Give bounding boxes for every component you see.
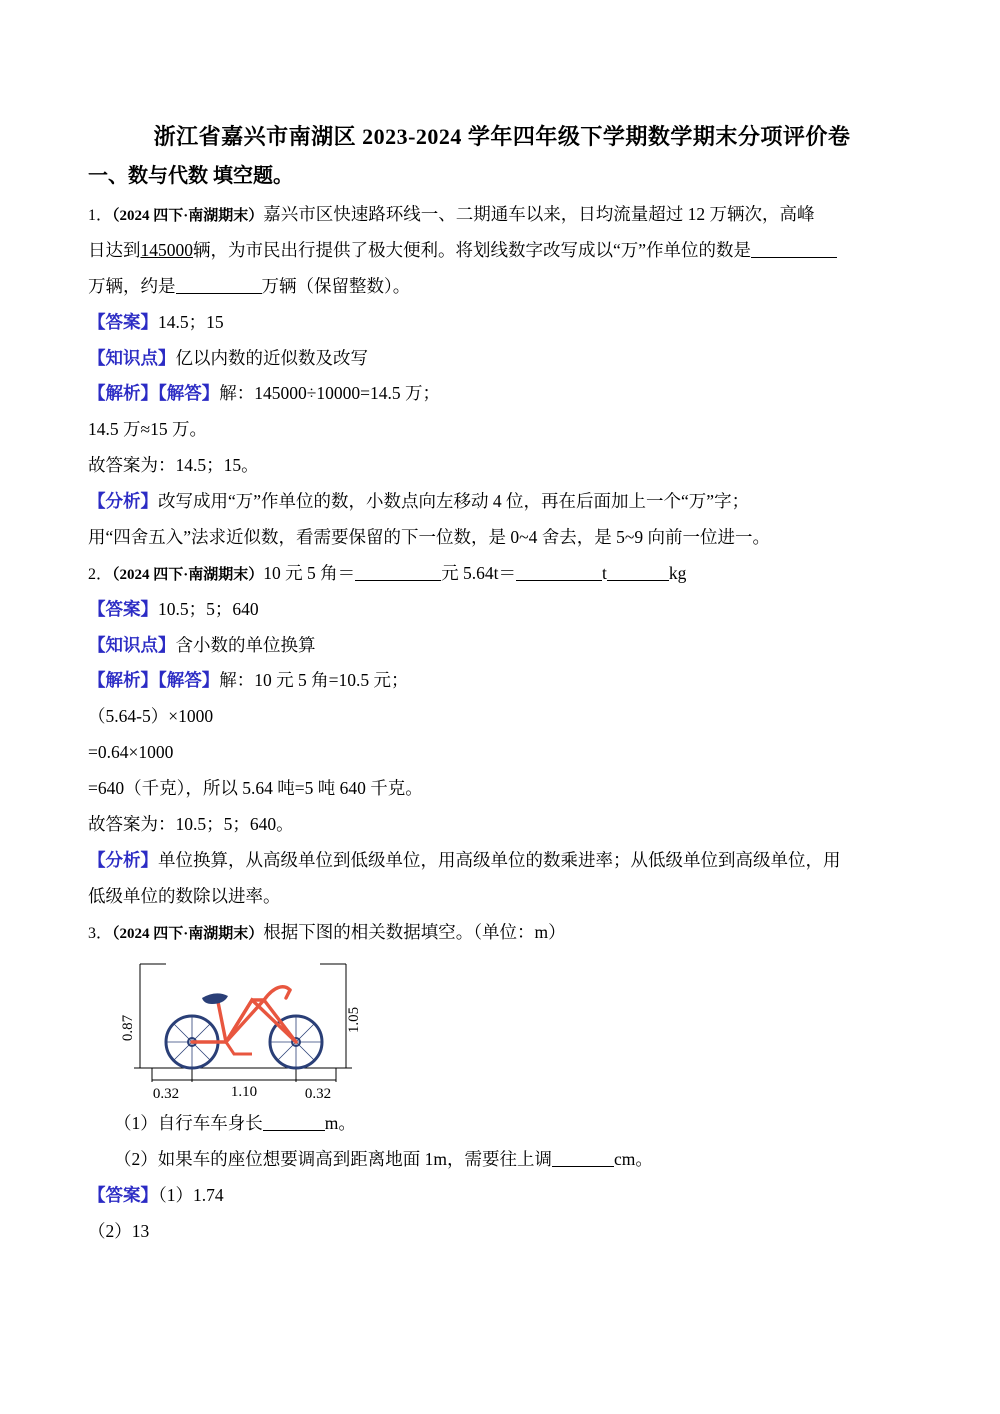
question-1-blank-1[interactable] bbox=[751, 238, 837, 258]
question-1-knowledge bbox=[88, 341, 916, 377]
question-1-text-3b: 万辆（保留整数）。 bbox=[261, 275, 411, 296]
document-content bbox=[88, 120, 916, 1250]
question-1-number: 1． bbox=[88, 207, 113, 224]
bicycle-figure-svg bbox=[114, 956, 374, 1104]
question-2-text-c: t bbox=[602, 562, 607, 583]
question-3-blank-2[interactable] bbox=[552, 1147, 614, 1167]
question-1-source: （2024 四下·南湖期末） bbox=[112, 208, 264, 224]
dim-right-label: 1.05 bbox=[346, 1007, 362, 1034]
solve-label: 【解答】 bbox=[158, 383, 220, 404]
question-2-analysis-first: 单位换算，从高级单位到低级单位，用高级单位的数乘进率；从低级单位到高级单位，用 bbox=[158, 849, 841, 870]
section-heading: 一、数与代数 填空题。 bbox=[88, 165, 293, 187]
question-2-solve-line-1: （5.64-5）×1000 bbox=[88, 706, 214, 727]
question-1-underlined-number: 145000 bbox=[140, 239, 193, 260]
question-1-analysis-line-1: 用“四舍五入”法求近似数，看需要保留的下一位数，是 0~4 舍去，是 5~9 向前一位进一。 bbox=[88, 526, 770, 547]
question-1-solve-line-2: 故答案为：14.5；15。 bbox=[88, 455, 259, 476]
question-2-blank-3[interactable] bbox=[607, 561, 669, 581]
question-2-text-d: kg bbox=[668, 562, 687, 583]
question-3-sub-2-text: （2）如果车的座位想要调高到距离地面 1m，需要往上调 bbox=[114, 1149, 552, 1170]
question-1-solve-line-1: 14.5 万≈15 万。 bbox=[88, 419, 207, 440]
dim-bottom-right-label: 0.32 bbox=[304, 1086, 332, 1103]
question-1-text-2a: 日达到 bbox=[88, 239, 141, 260]
question-3-answer bbox=[88, 1178, 916, 1214]
question-1-text-1: 嘉兴市区快速路环线一、二期通车以来，日均流量超过 12 万辆次，高峰 bbox=[263, 204, 815, 224]
question-2-knowledge-text: 含小数的单位换算 bbox=[175, 634, 316, 655]
question-2-solve-line-2: =0.64×1000 bbox=[88, 742, 174, 763]
question-1-text-3a: 万辆，约是 bbox=[88, 275, 176, 296]
question-3-blank-1[interactable] bbox=[263, 1111, 325, 1131]
question-1-statement bbox=[88, 197, 916, 305]
question-2-blank-2[interactable] bbox=[516, 561, 602, 581]
question-1-knowledge-text: 亿以内数的近似数及改写 bbox=[175, 347, 368, 368]
question-2-analysis-line-1: 低级单位的数除以进率。 bbox=[88, 885, 281, 906]
question-2-text-b: 元 5.64t＝ bbox=[441, 562, 517, 583]
question-1-answer-text: 14.5；15 bbox=[158, 311, 224, 332]
question-2-answer-text: 10.5；5；640 bbox=[158, 598, 259, 619]
question-2-blank-1[interactable] bbox=[355, 561, 441, 581]
dim-bottom-left-label: 0.32 bbox=[152, 1086, 180, 1103]
question-2-text-a: 10 元 5 角＝ bbox=[263, 562, 356, 583]
question-3-sub-1-text: （1）自行车车身长 bbox=[114, 1113, 263, 1134]
question-2-solution bbox=[88, 663, 916, 699]
question-2-solve-first: 解：10 元 5 角=10.5 元； bbox=[219, 670, 409, 691]
knowledge-label: 【知识点】 bbox=[88, 347, 176, 368]
question-3-sub-2 bbox=[88, 1142, 916, 1178]
question-2-solve-line-4: 故答案为：10.5；5；640。 bbox=[88, 813, 294, 834]
analysis-label: 【解析】 bbox=[88, 383, 158, 404]
question-1-answer bbox=[88, 305, 916, 341]
dim-left-label: 0.87 bbox=[120, 1015, 136, 1042]
question-3-sub-2-tail: cm。 bbox=[614, 1149, 653, 1170]
question-3-sub-1 bbox=[88, 1106, 916, 1142]
analyze-label: 【分析】 bbox=[88, 849, 158, 870]
dim-bottom-center-label: 1.10 bbox=[230, 1084, 258, 1101]
bicycle-diagram bbox=[114, 956, 916, 1104]
question-3-number: 3． bbox=[88, 924, 113, 942]
question-3-answer-line-1: （1）1.74 bbox=[158, 1185, 224, 1206]
analysis-label: 【解析】 bbox=[88, 670, 158, 691]
question-2-answer bbox=[88, 592, 916, 628]
question-1-solution bbox=[88, 376, 916, 412]
question-1-solve-first: 解：145000÷10000=14.5 万； bbox=[219, 383, 440, 404]
knowledge-label: 【知识点】 bbox=[88, 634, 176, 655]
answer-label: 【答案】 bbox=[88, 311, 158, 332]
question-3-answer-line-2: （2）13 bbox=[88, 1221, 150, 1241]
answer-label: 【答案】 bbox=[88, 1185, 158, 1206]
page-title: 浙江省嘉兴市南湖区 2023-2024 学年四年级下学期数学期末分项评价卷 bbox=[153, 124, 851, 149]
question-2-knowledge bbox=[88, 628, 916, 664]
question-2-solve-line-3: =640（千克），所以 5.64 吨=5 吨 640 千克。 bbox=[88, 778, 423, 798]
question-2-statement bbox=[88, 556, 916, 592]
question-2-source: （2024 四下·南湖期末） bbox=[112, 566, 264, 583]
question-3-statement bbox=[88, 915, 916, 951]
question-3-text: 根据下图的相关数据填空。（单位：m） bbox=[263, 921, 566, 942]
question-3-source: （2024 四下·南湖期末） bbox=[112, 925, 264, 942]
solve-label: 【解答】 bbox=[158, 670, 220, 691]
answer-label: 【答案】 bbox=[88, 598, 158, 619]
question-1-analysis bbox=[88, 484, 916, 520]
question-1-blank-2[interactable] bbox=[176, 274, 262, 294]
question-3-sub-1-tail: m。 bbox=[324, 1113, 356, 1134]
question-2-number: 2． bbox=[88, 565, 113, 583]
question-1-text-2b: 辆，为市民出行提供了极大便利。将划线数字改写成以“万”作单位的数是 bbox=[193, 239, 752, 260]
question-2-analysis bbox=[88, 843, 916, 879]
analyze-label: 【分析】 bbox=[88, 491, 158, 511]
question-1-analysis-first: 改写成用“万”作单位的数，小数点向左移动 4 位，再在后面加上一个“万”字； bbox=[158, 491, 750, 511]
